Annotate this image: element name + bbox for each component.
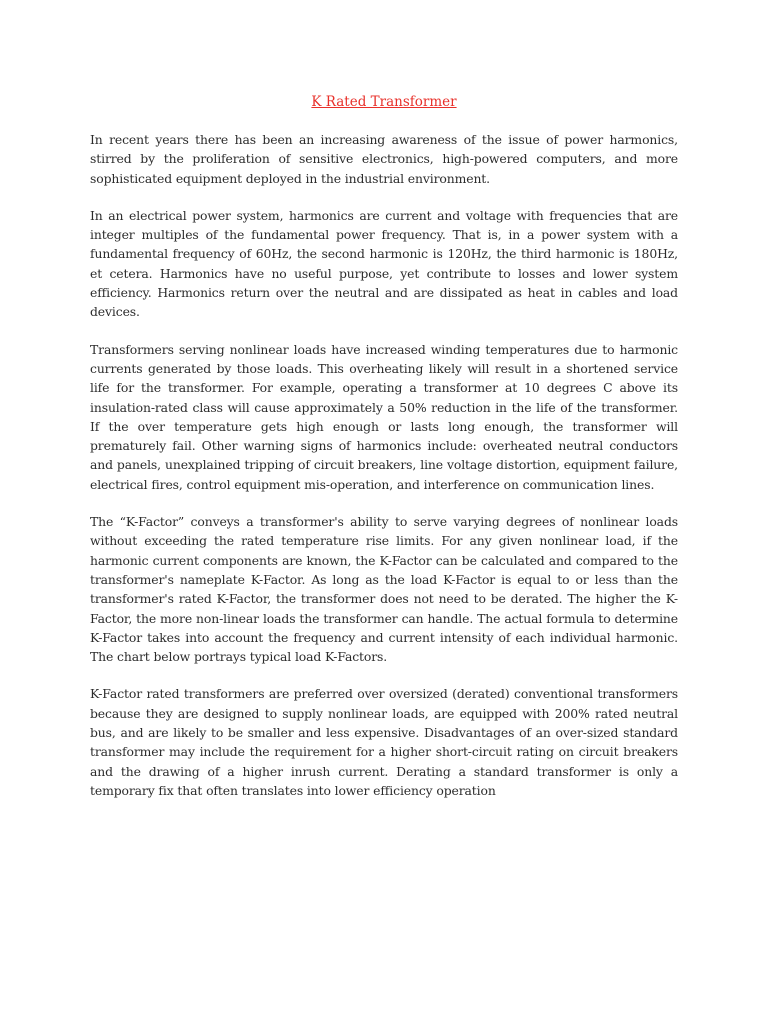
paragraph-k-factor: The “K-Factor” conveys a transformer's ability to serve varying degrees of nonlinear loads without exceeding the rated temperature rise limits. For any given nonlinear load, if the harmonic current components are known, the K-Factor can be calculated and compared to the transformer's nameplate K-Factor. As long as the load K-Factor is equal to or less than the transformer's rated K-Factor, the transformer does not need to be derated. The higher the K-Factor, the more non-linear loads the transformer can handle. The actual formula to determine K-Factor takes into account the frequency and current intensity of each individual harmonic. The chart below portrays typical load K-Factors.: [90, 514, 678, 665]
paragraph-harmonics-definition: In an electrical power system, harmonics are current and voltage with frequencies that are integer multiples of the fundamental power frequency. That is, in a power system with a fundamental frequency of 60Hz, the second harmonic is 120Hz, the third harmonic is 180Hz, et cetera. Harmonics have no useful purpose, yet contribute to losses and lower system efficiency. Harmonics return over the neutral and are dissipated as heat in cables and load devices.: [90, 207, 678, 320]
paragraph-transformer-overheating: Transformers serving nonlinear loads have increased winding temperatures due to harmonic currents generated by those loads. This overheating likely will result in a shortened service life for the transformer. For example, operating a transformer at 10 degrees C above its insulation-rated class will cause approximately a 50% reduction in the life of the transformer. If the over temperature gets high enough or lasts long enough, the transformer will prematurely fail. Other warning signs of harmonics include: overheated neutral conductors and panels, unexplained tripping of circuit breakers, line voltage distortion, equipment failure, electrical fires, control equipment mis-operation, and interference on communication lines.: [90, 341, 678, 492]
document-page: [90, 93, 678, 818]
paragraph-harmonics-awareness: In recent years there has been an increasing awareness of the issue of power harmonics, stirred by the proliferation of sensitive electronics, high-powered computers, and more sophisticated equipment deployed in the industrial environment.: [90, 132, 678, 186]
document-title: K Rated Transformer: [311, 94, 457, 110]
paragraph-k-factor-advantages: K-Factor rated transformers are preferred over oversized (derated) conventional transformers because they are designed to supply nonlinear loads, are equipped with 200% rated neutral bus, and are likely to be smaller and less expensive. Disadvantages of an over-sized standard transformer may include the requirement for a higher short-circuit rating on circuit breakers and the drawing of a higher inrush current. Derating a standard transformer is only a temporary fix that often translates into lower efficiency operation: [90, 686, 678, 798]
